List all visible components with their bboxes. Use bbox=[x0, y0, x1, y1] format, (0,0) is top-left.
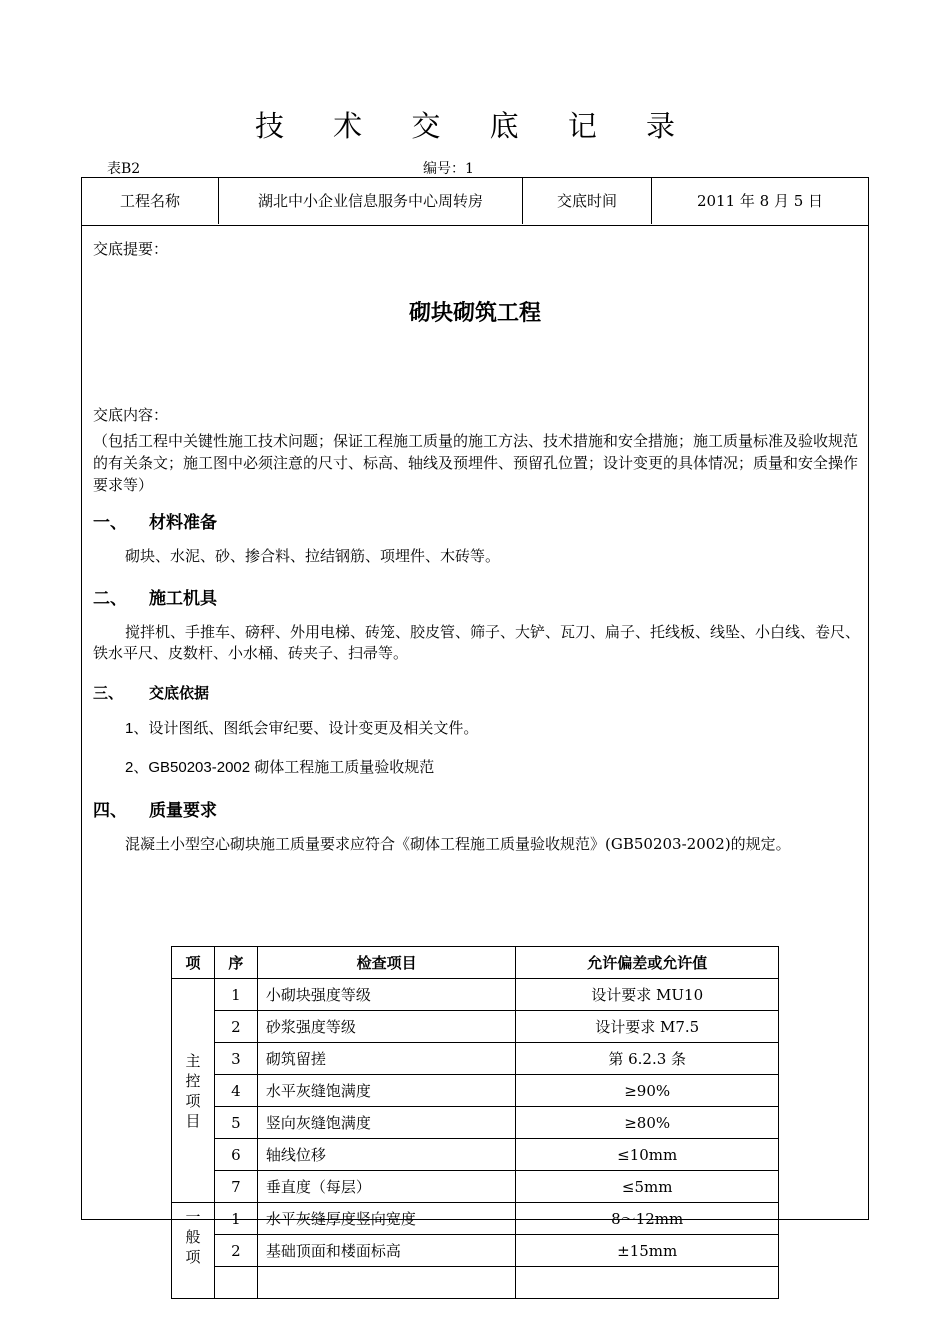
row-number: 2 bbox=[214, 1235, 257, 1267]
content-description: （包括工程中关键性施工技术问题；保证工程施工质量的施工方法、技术措施和安全措施；施工质量标准及验收规范的有关条文；施工图中必须注意的尺寸、标高、轴线及预埋件、预留孔位置；设计变更的具体情况；质量和安全操作要求等） bbox=[93, 432, 859, 494]
table-row bbox=[172, 979, 779, 1011]
row-value: 设计要求 M7.5 bbox=[516, 1011, 779, 1043]
row-number: 2 bbox=[214, 1011, 257, 1043]
section-4-heading bbox=[93, 796, 217, 821]
row-item: 小砌块强度等级 bbox=[257, 979, 516, 1011]
row-number: 1 bbox=[214, 1203, 257, 1235]
document-title: 技 术 交 底 记 录 bbox=[254, 109, 696, 143]
section-4-number: 四、 bbox=[93, 801, 127, 821]
section-3-item-2: 2、GB50203-2002 砌体工程施工质量验收规范 bbox=[125, 759, 435, 776]
row-item: 砂浆强度等级 bbox=[257, 1011, 516, 1043]
section-1-title: 材料准备 bbox=[149, 513, 217, 533]
row-value: ≥90% bbox=[516, 1075, 779, 1107]
table-row bbox=[172, 1107, 779, 1139]
row-number: 7 bbox=[214, 1171, 257, 1203]
info-row bbox=[82, 178, 868, 226]
group-general-label: 一 般 项 bbox=[185, 1208, 201, 1266]
section-1-number: 一、 bbox=[93, 513, 127, 533]
row-value: 8～12mm bbox=[516, 1203, 779, 1235]
section-4-text: 混凝土小型空心砌块施工质量要求应符合《砌体工程施工质量验收规范》(GB50203-2002)的规定。 bbox=[125, 835, 791, 853]
table-row bbox=[172, 1011, 779, 1043]
row-item: 水平灰缝饱满度 bbox=[257, 1075, 516, 1107]
row-number: 3 bbox=[214, 1043, 257, 1075]
row-item: 竖向灰缝饱满度 bbox=[257, 1107, 516, 1139]
main-title: 砌块砌筑工程 bbox=[408, 301, 541, 326]
row-value: 第 6.2.3 条 bbox=[516, 1043, 779, 1075]
row-item: 垂直度（每层） bbox=[257, 1171, 516, 1203]
section-3-title: 交底依据 bbox=[149, 684, 210, 702]
serial-number: 编号：1 bbox=[423, 161, 474, 177]
project-name-value: 湖北中小企业信息服务中心周转房 bbox=[219, 178, 523, 224]
section-1-text: 砌块、水泥、砂、掺合料、拉结钢筋、项埋件、木砖等。 bbox=[125, 547, 501, 565]
row-item: 水平灰缝厚度竖向宽度 bbox=[257, 1203, 516, 1235]
table-row bbox=[172, 1139, 779, 1171]
table-row bbox=[172, 1235, 779, 1267]
row-value: ±15mm bbox=[516, 1235, 779, 1267]
section-1-heading bbox=[93, 508, 217, 533]
header-category: 项 bbox=[172, 947, 215, 979]
section-2-title: 施工机具 bbox=[149, 589, 217, 609]
row-item: 基础顶面和楼面标高 bbox=[257, 1235, 516, 1267]
section-2-heading bbox=[93, 584, 217, 609]
handover-time-value: 2011 年 8 月 5 日 bbox=[696, 192, 824, 210]
content-label: 交底内容： bbox=[93, 406, 169, 424]
section-3-item-1: 1、设计图纸、图纸会审纪要、设计变更及相关文件。 bbox=[125, 720, 479, 737]
header-number: 序 bbox=[214, 947, 257, 979]
row-number: 4 bbox=[214, 1075, 257, 1107]
header-tolerance: 允许偏差或允许值 bbox=[516, 947, 779, 979]
group-general bbox=[172, 1203, 215, 1299]
table-row bbox=[172, 1171, 779, 1203]
section-3-number: 三、 bbox=[93, 684, 124, 702]
summary-label: 交底提要： bbox=[93, 240, 169, 258]
row-value: 设计要求 MU10 bbox=[516, 979, 779, 1011]
section-3-heading bbox=[93, 682, 209, 703]
table-row-cutoff bbox=[172, 1267, 779, 1299]
row-item: 轴线位移 bbox=[257, 1139, 516, 1171]
section-2-text: 搅拌机、手推车、磅秤、外用电梯、砖笼、胶皮管、筛子、大铲、瓦刀、扁子、托线板、线坠、小白线、卷尺、铁水平尺、皮数杆、小水桶、砖夹子、扫帚等。 bbox=[93, 623, 861, 662]
group-main-label: 主 控 项 目 bbox=[185, 1051, 201, 1130]
project-name-label: 工程名称 bbox=[82, 178, 219, 224]
group-main-control bbox=[172, 979, 215, 1203]
quality-table bbox=[171, 946, 779, 1299]
section-2-number: 二、 bbox=[93, 589, 127, 609]
record-frame bbox=[81, 177, 869, 1266]
form-number: 表B2 bbox=[107, 161, 141, 177]
row-number: 1 bbox=[214, 979, 257, 1011]
table-row bbox=[172, 1075, 779, 1107]
row-item: 砌筑留搓 bbox=[257, 1043, 516, 1075]
section-4-title: 质量要求 bbox=[149, 801, 217, 821]
row-value: ≤10mm bbox=[516, 1139, 779, 1171]
row-value: ≥80% bbox=[516, 1107, 779, 1139]
row-number: 6 bbox=[214, 1139, 257, 1171]
table-header-row bbox=[172, 947, 779, 979]
handover-time-label: 交底时间 bbox=[523, 178, 652, 224]
row-number: 5 bbox=[214, 1107, 257, 1139]
table-row bbox=[172, 1043, 779, 1075]
table-row bbox=[172, 1203, 779, 1235]
row-value: ≤5mm bbox=[516, 1171, 779, 1203]
header-check-item: 检查项目 bbox=[257, 947, 516, 979]
